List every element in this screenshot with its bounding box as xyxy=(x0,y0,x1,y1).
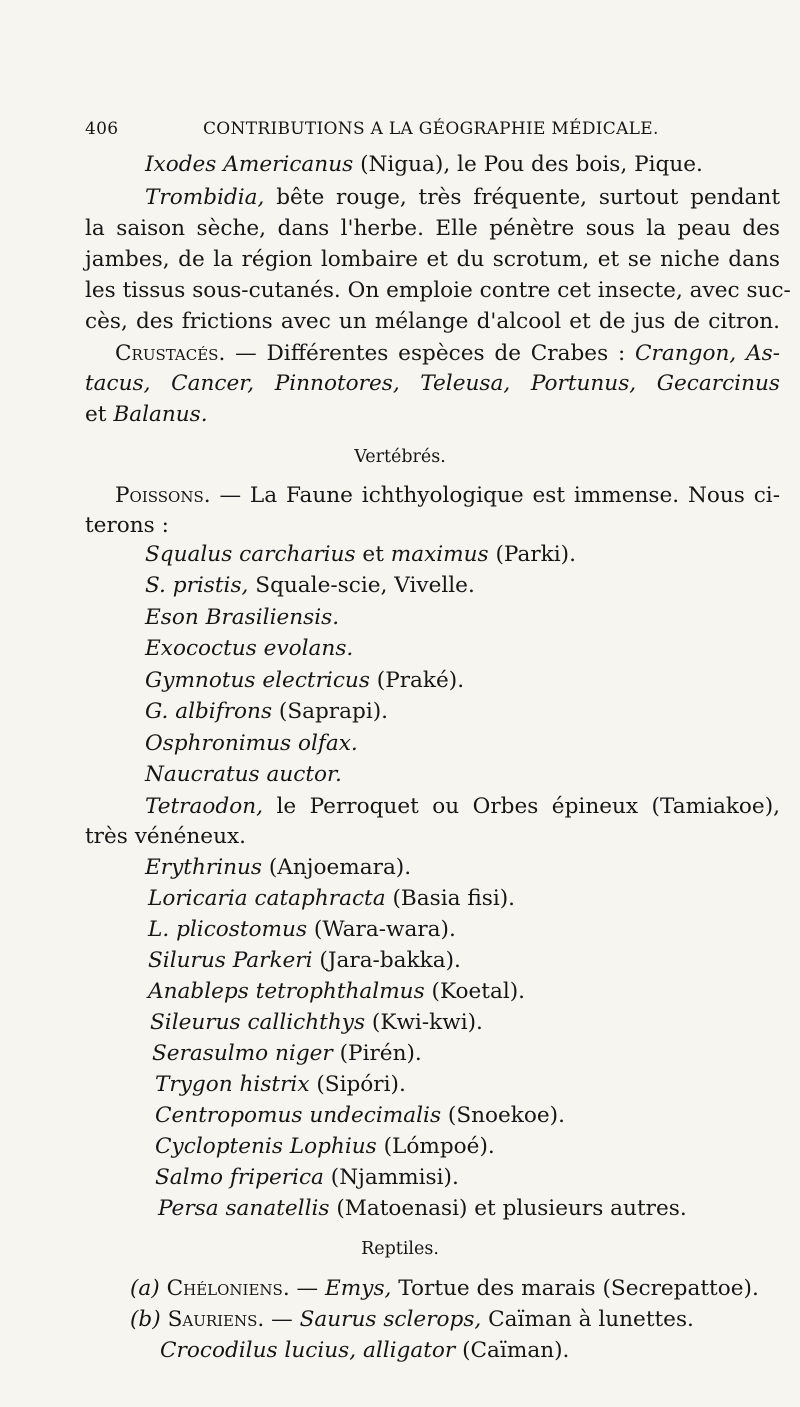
fish-entry xyxy=(155,1163,459,1193)
crustaces-line xyxy=(115,339,780,369)
line-text: (Njammisi). xyxy=(323,1165,459,1190)
fish-entry xyxy=(145,729,358,759)
line-text: Caïman à lunettes. xyxy=(481,1307,694,1332)
fish-entry xyxy=(155,1070,406,1100)
reptile-entry-c xyxy=(160,1336,569,1366)
species-name: S. pristis, xyxy=(145,573,249,598)
fish-entry xyxy=(148,977,525,1007)
species-name: Serasulmo niger xyxy=(152,1041,333,1066)
line-text: (Saprapi). xyxy=(272,699,389,724)
species-name: Naucratus auctor. xyxy=(145,762,342,787)
text-line: terons : xyxy=(85,513,169,538)
section-label: Sauriens. xyxy=(167,1307,265,1332)
species-name: maximus xyxy=(390,542,489,567)
species-name: Silurus Parkeri xyxy=(148,948,313,973)
line-text: (Koetal). xyxy=(424,979,526,1004)
fish-entry xyxy=(145,634,353,664)
fish-entry xyxy=(148,946,461,976)
section-heading-reptiles: Reptiles. xyxy=(361,1239,439,1259)
text-line xyxy=(85,400,208,430)
line-text: Tortue des marais (Secrepattoe). xyxy=(391,1276,759,1301)
species-name: Centropomus undecimalis xyxy=(155,1103,442,1128)
species-name: Balanus. xyxy=(113,402,208,427)
species-name: L. plicostomus xyxy=(148,917,308,942)
fish-entry xyxy=(155,1132,495,1162)
text-line: la saison sèche, dans l'herbe. Elle pénètre sous la peau des xyxy=(85,216,780,241)
species-name: Exococtus evolans. xyxy=(145,636,354,661)
species-name: Cycloptenis Lophius xyxy=(155,1134,377,1159)
running-title: CONTRIBUTIONS A LA GÉOGRAPHIE MÉDICALE. xyxy=(203,119,659,139)
fish-entry xyxy=(145,603,339,633)
species-name: G. albifrons xyxy=(145,699,273,724)
page-header xyxy=(85,119,765,145)
section-label: Chéloniens. xyxy=(166,1276,290,1301)
fish-entry xyxy=(145,760,342,790)
reptile-entry-a xyxy=(130,1274,759,1304)
page-number: 406 xyxy=(85,119,119,139)
line-text: (Jara-bakka). xyxy=(312,948,461,973)
species-line: tacus, Cancer, Pinnotores, Teleusa, Portunus, Gecarcinus xyxy=(85,371,780,396)
species-name: Trombidia, xyxy=(145,185,265,210)
fish-entry xyxy=(145,792,780,822)
species-name: Saurus sclerops, xyxy=(299,1307,482,1332)
fish-entry xyxy=(145,697,388,727)
species-name: Sileurus callichthys xyxy=(150,1010,366,1035)
line-text: — Différentes espèces de Crabes : xyxy=(225,341,636,366)
line-text: bête rouge, très fréquente, surtout pendant xyxy=(264,185,780,210)
fish-entry xyxy=(145,853,411,883)
line-text: et xyxy=(355,542,391,567)
species-name: Loricaria cataphracta xyxy=(148,886,386,911)
line-text: (Matoenasi) et plusieurs autres. xyxy=(329,1196,687,1221)
line-text: (Kwi-kwi). xyxy=(365,1010,483,1035)
line-text: — xyxy=(289,1276,326,1301)
species-names: Crangon, As- xyxy=(635,341,780,366)
line-text: — xyxy=(264,1307,300,1332)
list-marker: (b) xyxy=(130,1307,161,1332)
line-text: (Basia fisi). xyxy=(385,886,516,911)
species-name: Eson Brasiliensis. xyxy=(145,605,340,630)
species-name: Osphronimus olfax. xyxy=(145,731,358,756)
line-text: (Caïman). xyxy=(455,1338,570,1363)
line-text: (Pirén). xyxy=(332,1041,422,1066)
line-text: (Parki). xyxy=(488,542,576,567)
fish-entry xyxy=(145,540,576,570)
species-name: Ixodes Americanus xyxy=(145,152,354,177)
line-text: Squale-scie, Vivelle. xyxy=(248,573,475,598)
line-text: (Nigua), le Pou des bois, Pique. xyxy=(353,152,703,177)
text-line xyxy=(145,150,703,180)
fish-entry xyxy=(145,571,475,601)
fish-entry xyxy=(148,884,515,914)
fish-entry xyxy=(158,1194,687,1224)
species-name: Tetraodon, xyxy=(145,794,263,819)
fish-entry xyxy=(150,1008,483,1038)
species-name: Persa sanatellis xyxy=(158,1196,330,1221)
list-marker: (a) xyxy=(130,1276,160,1301)
text-line: très vénéneux. xyxy=(85,824,247,849)
line-text: (Lómpoé). xyxy=(376,1134,495,1159)
species-name: Salmo friperica xyxy=(155,1165,324,1190)
text-line xyxy=(145,183,780,213)
species-name: Trygon histrix xyxy=(155,1072,310,1097)
line-text: — La Faune ichthyologique est immense. Nous ci- xyxy=(210,483,780,508)
species-name: Squalus carcharius xyxy=(145,542,356,567)
text-line: jambes, de la région lombaire et du scrotum, et se niche dans xyxy=(85,247,780,272)
species-name: Crocodilus lucius, alligator xyxy=(160,1338,456,1363)
text-line: les tissus sous-cutanés. On emploie contre cet insecte, avec suc- xyxy=(85,278,791,303)
species-name: Erythrinus xyxy=(145,855,262,880)
species-name: Anableps tetrophthalmus xyxy=(148,979,425,1004)
fish-entry xyxy=(155,1101,565,1131)
line-text: et xyxy=(85,402,114,427)
fish-entry xyxy=(152,1039,422,1069)
reptile-entry-b xyxy=(130,1305,694,1335)
text-line: cès, des frictions avec un mélange d'alcool et de jus de citron. xyxy=(85,309,780,334)
section-label: Poissons. xyxy=(115,483,211,508)
poissons-line xyxy=(115,481,780,511)
section-label: Crustacés. xyxy=(115,341,226,366)
species-name: Gymnotus electricus xyxy=(145,668,370,693)
line-text: (Wara-wara). xyxy=(307,917,456,942)
line-text: (Praké). xyxy=(369,668,465,693)
line-text: (Sipóri). xyxy=(309,1072,406,1097)
species-name: Emys, xyxy=(325,1276,392,1301)
line-text: (Snoekoe). xyxy=(441,1103,565,1128)
line-text: le Perroquet ou Orbes épineux (Tamiakoe), xyxy=(262,794,780,819)
section-heading-vertebres: Vertébrés. xyxy=(354,447,446,467)
line-text: (Anjoemara). xyxy=(262,855,412,880)
fish-entry xyxy=(148,915,456,945)
fish-entry xyxy=(145,666,464,696)
